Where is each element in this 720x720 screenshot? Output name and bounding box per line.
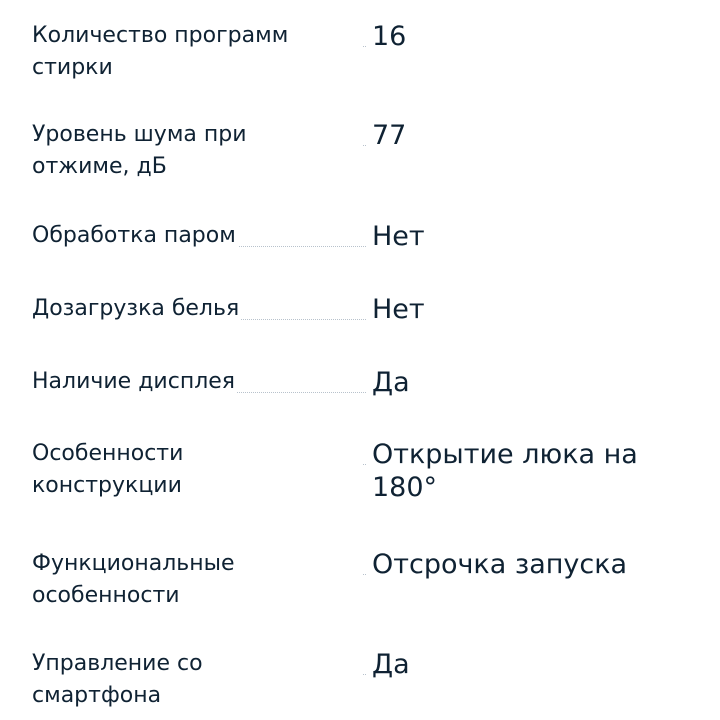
spec-value: 16: [372, 21, 407, 52]
dotted-leader: [363, 46, 366, 47]
spec-label-container: [32, 548, 366, 608]
spec-label: Особенности конструкции: [32, 438, 254, 502]
spec-value: Да: [372, 649, 410, 680]
spec-label-container: [32, 293, 366, 333]
spec-label-container: [32, 366, 366, 406]
dotted-leader: [363, 574, 366, 575]
spec-value: Да: [372, 367, 410, 398]
spec-label: Количество программ стирки: [32, 20, 324, 84]
spec-label-container: [32, 20, 366, 80]
spec-label: Дозагрузка белья: [32, 293, 241, 325]
spec-value: Нет: [372, 221, 425, 252]
dotted-leader: [363, 464, 366, 465]
spec-label: Управление со смартфона: [32, 648, 254, 712]
spec-label-container: [32, 119, 366, 179]
dotted-leader: [363, 674, 366, 675]
spec-label: Уровень шума при отжиме, дБ: [32, 119, 294, 183]
spec-value: Открытие люка на 180°: [372, 439, 638, 503]
spec-value: Отсрочка запуска: [372, 549, 628, 580]
spec-value: 77: [372, 120, 407, 151]
spec-label: Функциональные особенности: [32, 548, 294, 612]
spec-label-container: [32, 648, 366, 708]
dotted-leader: [363, 145, 366, 146]
spec-label: Наличие дисплея: [32, 366, 237, 398]
spec-label: Обработка паром: [32, 220, 238, 252]
spec-label-container: [32, 438, 366, 498]
spec-label-container: [32, 220, 366, 260]
spec-value: Нет: [372, 294, 425, 325]
